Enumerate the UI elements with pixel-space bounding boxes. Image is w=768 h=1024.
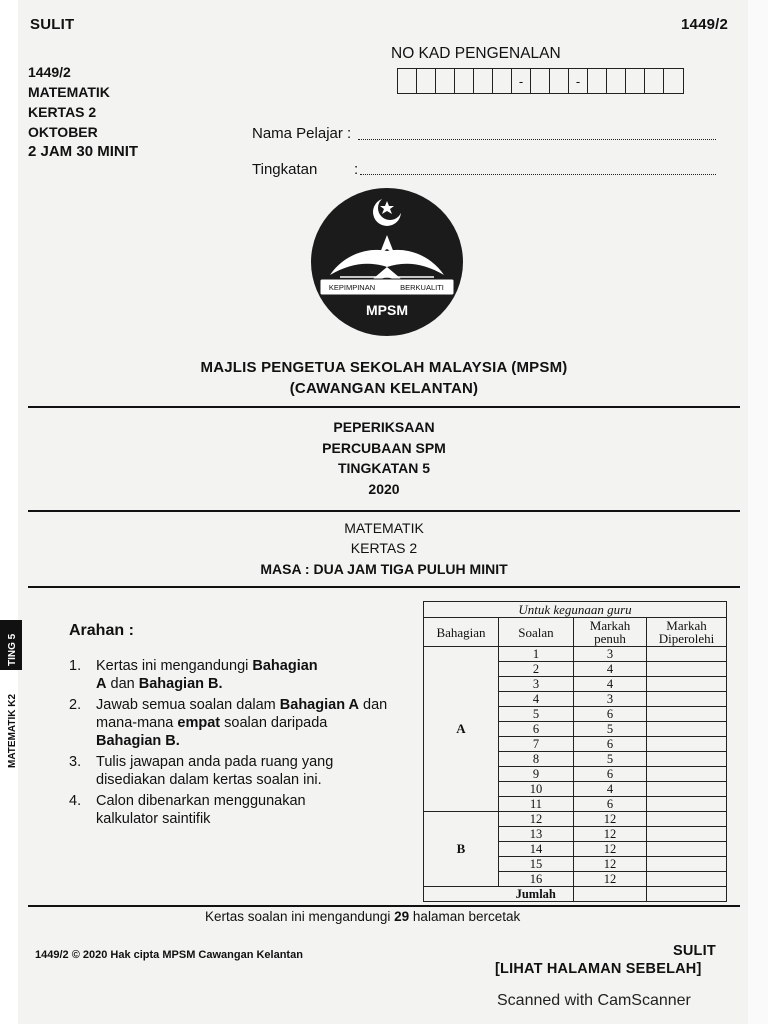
section-a-label: A	[424, 647, 499, 812]
ic-label: NO KAD PENGENALAN	[391, 45, 561, 62]
ic-cell[interactable]	[455, 69, 474, 93]
total-label: Jumlah	[499, 887, 574, 902]
total-obtained[interactable]	[647, 887, 727, 902]
paper-duration: 2 JAM 30 MINIT	[28, 143, 139, 160]
ic-cell[interactable]	[531, 69, 550, 93]
instruction-number: 3.	[69, 754, 82, 770]
section-b-rows	[424, 812, 727, 887]
marks-obtained-cell[interactable]	[647, 767, 727, 782]
mpsm-logo	[310, 187, 464, 337]
divider	[28, 510, 740, 512]
col-header-section: Bahagian	[424, 618, 499, 647]
question-number: 16	[499, 872, 574, 887]
student-name-field[interactable]	[358, 139, 716, 140]
section-a-rows	[424, 647, 727, 812]
ic-separator: -	[569, 69, 588, 93]
paper-info	[28, 62, 138, 162]
instruction-text: Jawab semua soalan dalam Bahagian A dan mana-mana empat soalan daripada Bahagian B.	[96, 697, 388, 749]
full-marks: 6	[574, 767, 647, 782]
marks-obtained-cell[interactable]	[647, 872, 727, 887]
instructions-list	[69, 657, 399, 828]
full-marks: 12	[574, 827, 647, 842]
next-page-note: [LIHAT HALAMAN SEBELAH]	[495, 961, 702, 977]
marks-obtained-cell[interactable]	[647, 647, 727, 662]
marks-row	[424, 812, 727, 827]
divider	[28, 586, 740, 588]
paper-number: KERTAS 2	[28, 104, 97, 120]
full-marks: 12	[574, 842, 647, 857]
page-count-note: Kertas soalan ini mengandungi 29 halaman bercetak	[205, 909, 521, 924]
full-marks: 6	[574, 707, 647, 722]
ic-number-boxes[interactable]	[397, 68, 684, 94]
side-tab-subject: MATEMATIK K2	[7, 693, 18, 768]
marks-obtained-cell[interactable]	[647, 707, 727, 722]
question-number: 14	[499, 842, 574, 857]
total-label-spacer	[424, 887, 499, 902]
form-colon: :	[354, 161, 359, 178]
marks-obtained-cell[interactable]	[647, 677, 727, 692]
full-marks: 6	[574, 797, 647, 812]
instruction-number: 4.	[69, 793, 82, 809]
instruction-item	[69, 792, 399, 828]
ic-separator: -	[512, 69, 531, 93]
full-marks: 12	[574, 857, 647, 872]
marks-obtained-cell[interactable]	[647, 812, 727, 827]
form-label: Tingkatan	[252, 161, 318, 178]
ic-cell[interactable]	[664, 69, 683, 93]
organization-line2: (CAWANGAN KELANTAN)	[289, 380, 479, 397]
total-full	[574, 887, 647, 902]
divider	[28, 905, 740, 907]
question-number: 5	[499, 707, 574, 722]
question-number: 2	[499, 662, 574, 677]
col-header-full-marks: Markah penuh	[574, 618, 647, 647]
marks-obtained-cell[interactable]	[647, 857, 727, 872]
question-number: 7	[499, 737, 574, 752]
section-b-label: B	[424, 812, 499, 887]
divider	[28, 406, 740, 408]
subject-line2: KERTAS 2	[350, 540, 418, 556]
instruction-number: 1.	[69, 658, 82, 674]
full-marks: 3	[574, 647, 647, 662]
ic-cell[interactable]	[398, 69, 417, 93]
header-sulit: SULIT	[30, 16, 75, 33]
scanner-watermark: Scanned with CamScanner	[497, 992, 691, 1009]
ic-cell[interactable]	[436, 69, 455, 93]
ic-cell[interactable]	[626, 69, 645, 93]
marks-obtained-cell[interactable]	[647, 692, 727, 707]
instruction-number: 2.	[69, 697, 82, 713]
header-code: 1449/2	[681, 16, 729, 33]
question-number: 8	[499, 752, 574, 767]
exam-line1: PEPERIKSAAN	[333, 419, 435, 435]
logo-ribbon-right: BERKUALITI	[400, 283, 444, 292]
marks-obtained-cell[interactable]	[647, 827, 727, 842]
logo-ribbon-left: KEPIMPINAN	[328, 283, 376, 292]
ic-cell[interactable]	[645, 69, 664, 93]
question-number: 1	[499, 647, 574, 662]
marks-table-caption: Untuk kegunaan guru	[424, 602, 727, 618]
marks-obtained-cell[interactable]	[647, 662, 727, 677]
ic-cell[interactable]	[588, 69, 607, 93]
paper-month: OKTOBER	[28, 124, 98, 140]
page-edge	[748, 0, 768, 1024]
full-marks: 5	[574, 722, 647, 737]
ic-cell[interactable]	[550, 69, 569, 93]
instruction-text: Kertas ini mengandungi Bahagian A dan Bahagian B.	[96, 658, 318, 692]
col-header-marks-obtained: Markah Diperolehi	[647, 618, 727, 647]
instruction-item	[69, 753, 399, 789]
paper-code: 1449/2	[28, 64, 71, 80]
ic-cell[interactable]	[417, 69, 436, 93]
exam-year: 2020	[368, 481, 400, 497]
col-header-question: Soalan	[499, 618, 574, 647]
marks-row	[424, 647, 727, 662]
full-marks: 4	[574, 662, 647, 677]
exam-line3: TINGKATAN 5	[337, 460, 431, 476]
instruction-text: Calon dibenarkan menggunakan kalkulator saintifik	[96, 793, 306, 827]
full-marks: 4	[574, 782, 647, 797]
marks-obtained-cell[interactable]	[647, 842, 727, 857]
marks-obtained-cell[interactable]	[647, 797, 727, 812]
question-number: 4	[499, 692, 574, 707]
question-number: 15	[499, 857, 574, 872]
ic-cell[interactable]	[474, 69, 493, 93]
marks-obtained-cell[interactable]	[647, 737, 727, 752]
ic-cell[interactable]	[493, 69, 512, 93]
instruction-item	[69, 696, 399, 750]
instructions-heading: Arahan :	[69, 622, 134, 639]
subject-duration: MASA : DUA JAM TIGA PULUH MINIT	[260, 561, 508, 577]
instruction-text: Tulis jawapan anda pada ruang yang disediakan dalam kertas soalan ini.	[96, 754, 334, 788]
instruction-item	[69, 657, 399, 693]
marks-obtained-cell[interactable]	[647, 782, 727, 797]
side-tab	[0, 620, 22, 770]
question-number: 3	[499, 677, 574, 692]
organization-line1: MAJLIS PENGETUA SEKOLAH MALAYSIA (MPSM)	[200, 359, 568, 376]
ic-cell[interactable]	[607, 69, 626, 93]
marks-table	[423, 601, 727, 902]
question-number: 11	[499, 797, 574, 812]
full-marks: 4	[574, 677, 647, 692]
question-number: 10	[499, 782, 574, 797]
full-marks: 12	[574, 812, 647, 827]
footer-sulit: SULIT	[673, 943, 716, 959]
question-number: 13	[499, 827, 574, 842]
copyright: 1449/2 © 2020 Hak cipta MPSM Cawangan Kelantan	[35, 949, 303, 961]
paper-subject: MATEMATIK	[28, 84, 110, 100]
question-number: 12	[499, 812, 574, 827]
logo-acronym: MPSM	[366, 302, 408, 318]
full-marks: 6	[574, 737, 647, 752]
form-field[interactable]	[360, 174, 716, 175]
full-marks: 3	[574, 692, 647, 707]
exam-line2: PERCUBAAN SPM	[322, 440, 446, 456]
marks-obtained-cell[interactable]	[647, 722, 727, 737]
side-tab-form: TING 5	[7, 633, 18, 666]
question-number: 9	[499, 767, 574, 782]
subject-line1: MATEMATIK	[344, 520, 424, 536]
question-number: 6	[499, 722, 574, 737]
full-marks: 12	[574, 872, 647, 887]
full-marks: 5	[574, 752, 647, 767]
marks-obtained-cell[interactable]	[647, 752, 727, 767]
student-name-label: Nama Pelajar :	[252, 125, 352, 142]
